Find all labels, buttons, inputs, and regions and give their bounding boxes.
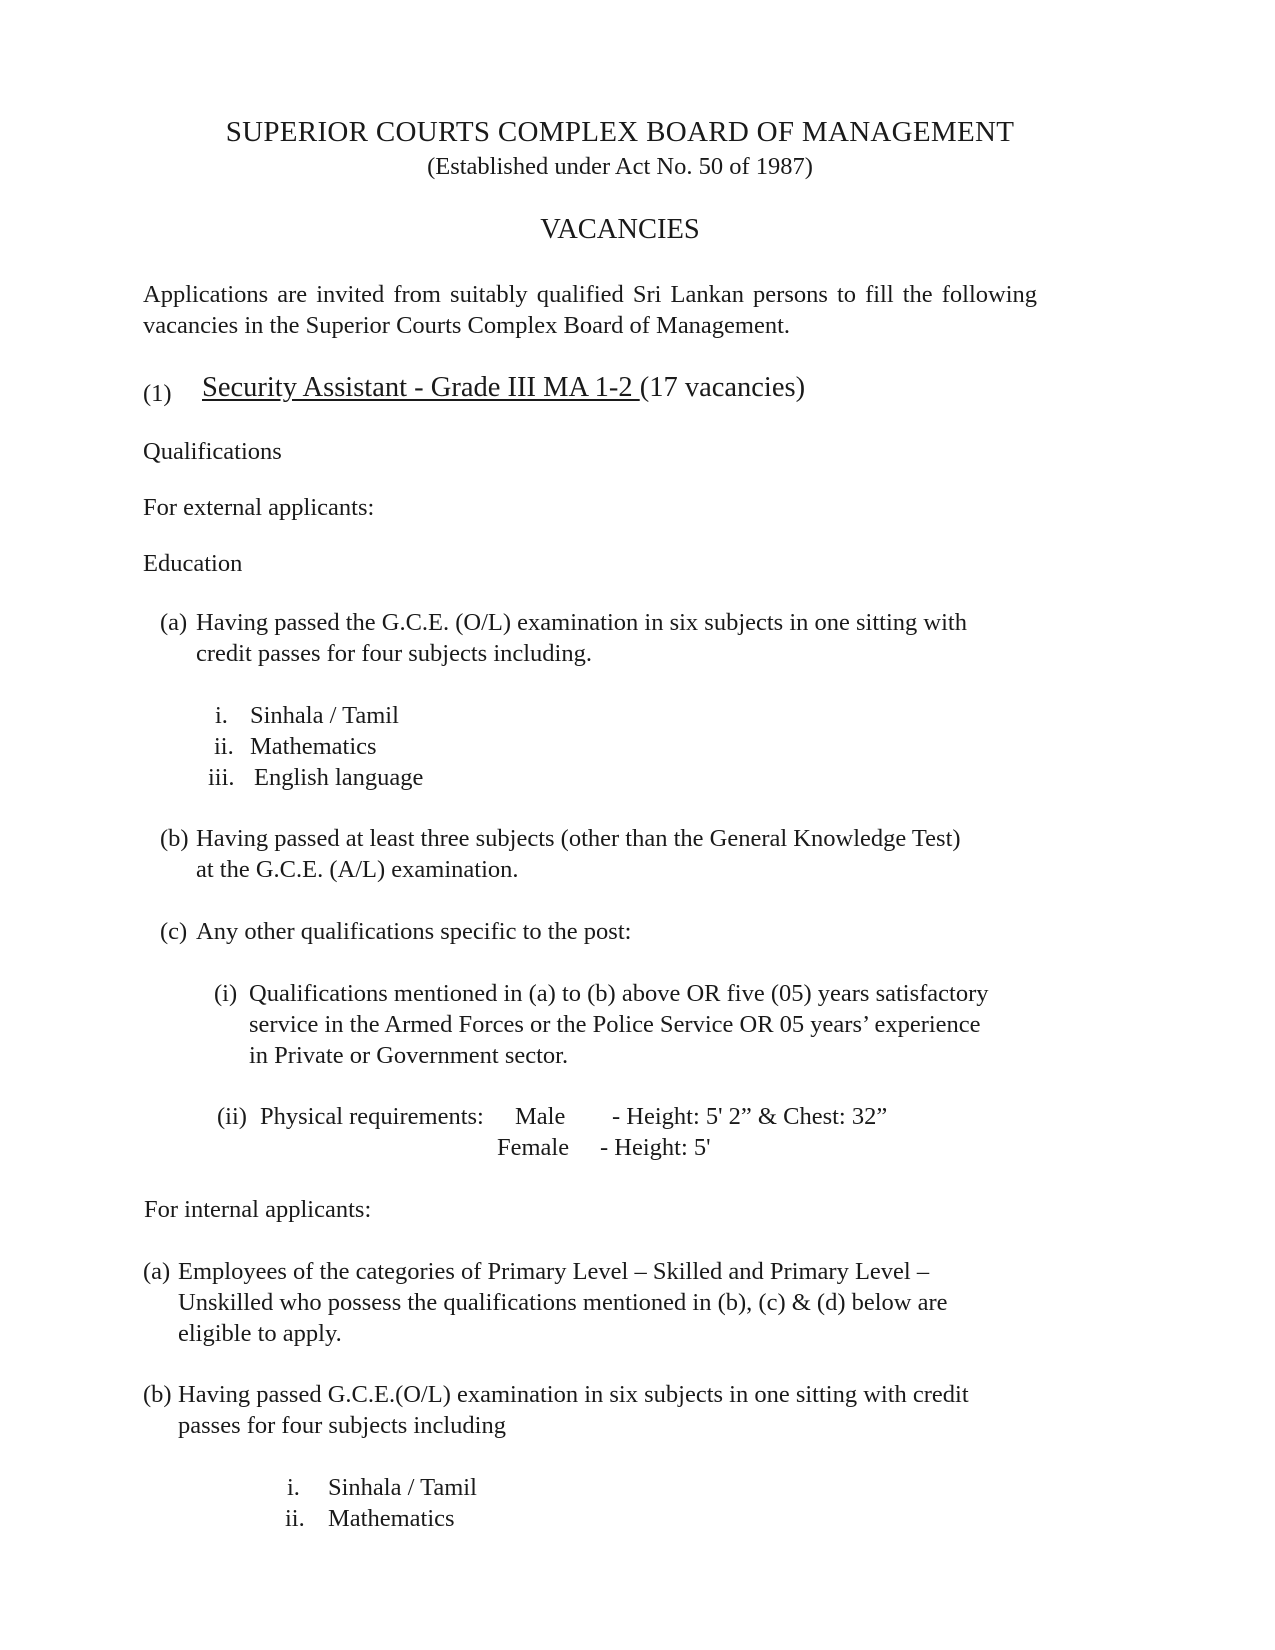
post-number: (1) [143,380,172,407]
int-a-line3: eligible to apply. [178,1320,342,1347]
male-label: Male [515,1103,566,1130]
int-a-marker: (a) [143,1258,171,1285]
ext-c-i-line2: service in the Armed Forces or the Police Service OR 05 years’ experience [249,1011,981,1038]
ext-c-ii-marker: (ii) [217,1103,247,1130]
female-requirements: - Height: 5' [600,1134,711,1161]
physical-requirements-label: Physical requirements: [260,1103,484,1130]
ext-b-line2: at the G.C.E. (A/L) examination. [196,856,519,883]
ext-c-i-line3: in Private or Government sector. [249,1042,569,1069]
ext-c-marker: (c) [160,918,188,945]
ext-a-marker: (a) [160,609,188,636]
ext-subject-1-name: Sinhala / Tamil [250,702,399,729]
external-applicants-label: For external applicants: [143,494,375,521]
post-title: Security Assistant - Grade III MA 1-2 [202,372,640,403]
ext-c-i-line1: Qualifications mentioned in (a) to (b) above OR five (05) years satisfactory [249,980,989,1007]
section-title: VACANCIES [540,214,700,245]
male-requirements: - Height: 5' 2” & Chest: 32” [612,1103,888,1130]
int-subject-1-num: i. [287,1474,300,1501]
ext-b-line1: Having passed at least three subjects (other than the General Knowledge Test) [196,825,961,852]
int-a-line1: Employees of the categories of Primary Level – Skilled and Primary Level – [178,1258,930,1285]
qualifications-label: Qualifications [143,438,282,465]
post-vacancies: (17 vacancies) [639,372,806,403]
int-b-line1: Having passed G.C.E.(O/L) examination in six subjects in one sitting with credit [178,1381,969,1408]
ext-b-marker: (b) [160,825,189,852]
int-b-marker: (b) [143,1381,172,1408]
ext-subject-3-name: English language [254,764,424,791]
ext-a-line1: Having passed the G.C.E. (O/L) examination in six subjects in one sitting with [196,609,967,636]
internal-applicants-label: For internal applicants: [144,1196,372,1223]
ext-subject-2-name: Mathematics [250,733,377,760]
ext-c-text: Any other qualifications specific to the post: [196,918,632,945]
ext-a-line2: credit passes for four subjects including. [196,640,592,667]
int-subject-1-name: Sinhala / Tamil [328,1474,477,1501]
page-title: SUPERIOR COURTS COMPLEX BOARD OF MANAGEMENT [225,116,1015,148]
page-subtitle: (Established under Act No. 50 of 1987) [427,153,813,180]
ext-subject-1-num: i. [215,702,228,729]
ext-subject-3-num: iii. [208,764,235,791]
int-a-line2: Unskilled who possess the qualifications mentioned in (b), (c) & (d) below are [178,1289,948,1316]
education-label: Education [143,550,243,577]
int-b-line2: passes for four subjects including [178,1412,506,1439]
post-heading [202,372,805,404]
ext-subject-2-num: ii. [214,733,234,760]
intro-paragraph: Applications are invited from suitably qualified Sri Lankan persons to fill the following vacancies in the Superior Courts Complex Board of Management. [143,281,1037,339]
ext-c-i-marker: (i) [214,980,238,1007]
int-subject-2-name: Mathematics [328,1505,455,1532]
female-label: Female [497,1134,570,1161]
int-subject-2-num: ii. [285,1505,305,1532]
